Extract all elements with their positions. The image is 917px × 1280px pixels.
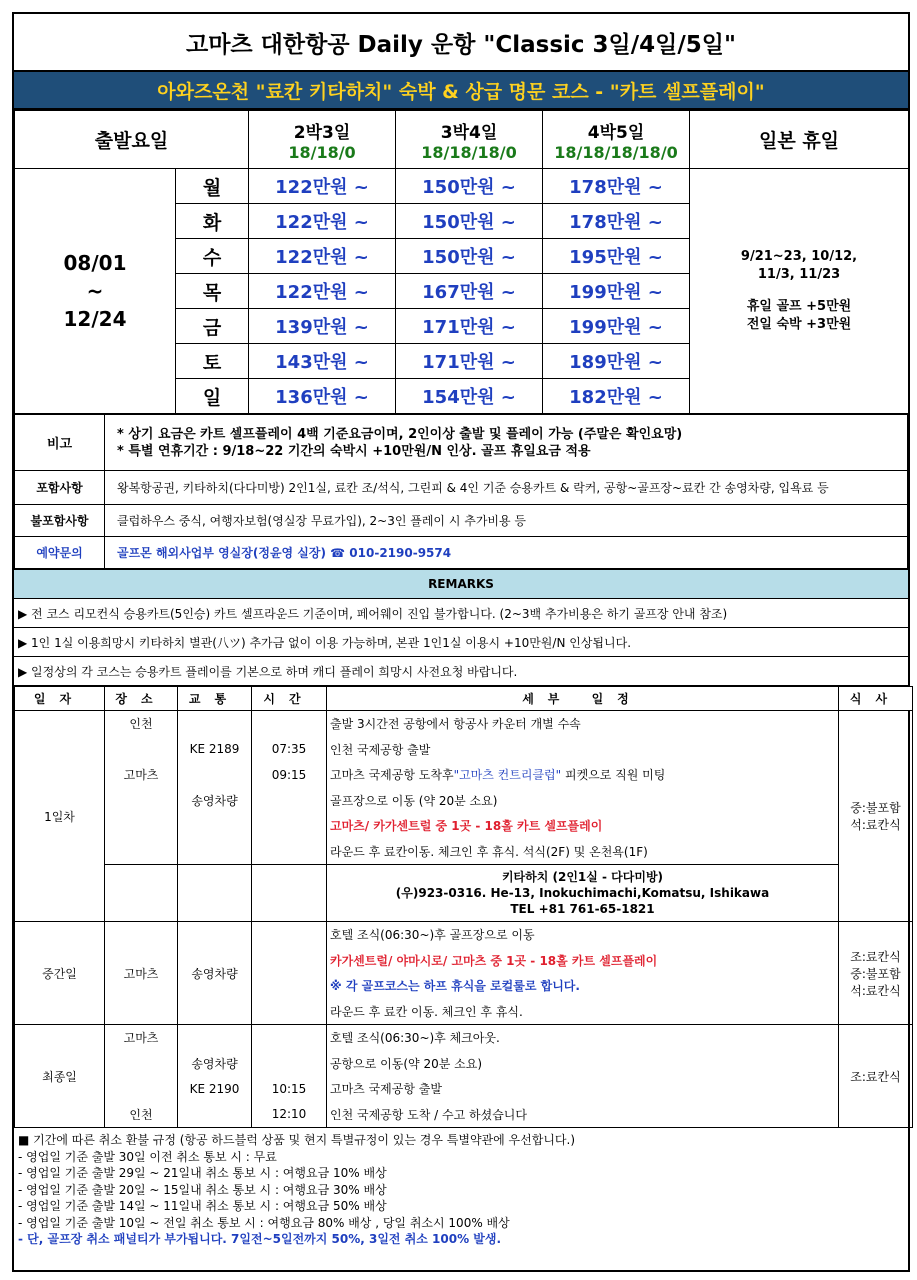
time: 07:35: [271, 742, 307, 757]
meal: 석:료칸식: [850, 818, 901, 832]
price-3day: 139만원 ~: [249, 309, 396, 344]
day1-details: [327, 711, 839, 865]
place: 고마츠: [123, 1031, 159, 1046]
price-5day: 189만원 ~: [543, 344, 690, 379]
day1-time: [252, 711, 327, 865]
note-row: [15, 415, 908, 471]
price-4day: 171만원 ~: [396, 344, 543, 379]
period-end: 12/24: [63, 307, 127, 331]
day3-meals: [839, 1025, 913, 1128]
day3-place: [105, 1025, 178, 1128]
meal: 조:료칸식: [850, 949, 901, 964]
header-transport: 교통: [178, 687, 252, 711]
transport: 송영차량: [191, 793, 238, 808]
price-3day: 122만원 ~: [249, 239, 396, 274]
note-label: 비고: [15, 415, 105, 471]
day-label: 중간일: [15, 922, 105, 1025]
exclude-row: [15, 505, 908, 537]
document-frame: [12, 12, 910, 1272]
period-cell: [15, 169, 176, 414]
detail-line: 라운드 후 료칸 이동. 체크인 후 휴식.: [330, 1004, 523, 1019]
detail-text: 피켓으로 직원 미팅: [561, 768, 666, 783]
transport: 송영차량: [191, 1056, 238, 1071]
transport: KE 2189: [189, 742, 240, 757]
detail-line-golf: 카가센트럴/ 야마시로/ 고마츠 중 1곳 - 18홀 카트 셀프플레이: [330, 953, 658, 968]
price-4day: 171만원 ~: [396, 309, 543, 344]
place: 고마츠: [105, 922, 178, 1025]
price-5day: 182만원 ~: [543, 379, 690, 414]
period-start: 08/01: [63, 251, 127, 275]
contact-content: [105, 537, 908, 569]
detail-line: 호텔 조식(06:30~)후 골프장으로 이동: [330, 928, 535, 943]
policy-line: - 영업일 기준 출발 29일 ~ 21일내 취소 통보 시 : 여행요금 10% 배상: [18, 1166, 387, 1180]
detail-line: 출발 3시간전 공항에서 항공사 카운터 개별 수속: [330, 717, 581, 732]
page-title: 고마츠 대한항공 Daily 운항 "Classic 3일/4일/5일": [14, 14, 908, 72]
period-separator: ~: [86, 279, 104, 303]
meal: 석:료칸식: [850, 983, 901, 998]
day1-meals: [839, 711, 913, 922]
meal: 중:불포함: [850, 801, 901, 815]
place: [105, 813, 177, 839]
day3-details: [327, 1025, 839, 1128]
price-5day: 195만원 ~: [543, 239, 690, 274]
price-table: [14, 110, 909, 414]
place: 고마츠: [123, 768, 159, 783]
duration-label: 4박5일: [587, 122, 645, 143]
meeting-place-highlight: "고마츠 컨트리클럽": [453, 768, 562, 783]
price-row: [15, 169, 909, 204]
detail-line-golf: 고마츠/ 카가센트럴 중 1곳 - 18홀 카트 셀프플레이: [330, 819, 603, 834]
time: [252, 1025, 326, 1051]
include-text: 왕복항공권, 키타하치(다다미방) 2인1실, 료칸 조/석식, 그린피 & 4인 기준 승용카트 & 락커, 공항~골프장~료칸 간 송영차량, 입욕료 등: [105, 471, 908, 505]
note-line: * 특별 연휴기간 : 9/18~22 기간의 숙박시 +10만원/N 인상. 골프 휴일요금 적용: [117, 443, 591, 459]
round-schedule: 18/18/18/18/0: [554, 142, 678, 162]
price-3day: 122만원 ~: [249, 204, 396, 239]
day-label: 1일차: [15, 711, 105, 922]
day1-row: [15, 711, 913, 865]
header-details: 세부 일정: [327, 687, 839, 711]
detail-line: 고마츠 국제공항 출발: [330, 1082, 442, 1097]
duration-4day-header: [396, 111, 543, 169]
departure-day-header: 출발요일: [15, 111, 249, 169]
meal: 중:불포함: [850, 966, 901, 981]
weekday: 토: [176, 344, 249, 379]
weekday: 일: [176, 379, 249, 414]
empty-cell: [252, 865, 327, 922]
day3-row: [15, 1025, 913, 1128]
holiday-night-surcharge: 전일 숙박 +3만원: [746, 317, 852, 332]
price-5day: 178만원 ~: [543, 204, 690, 239]
policy-line: - 영업일 기준 출발 14일 ~ 11일내 취소 통보 시 : 여행요금 50% 배상: [18, 1199, 387, 1213]
hotel-info: [327, 865, 839, 922]
remark-line: ▶ 전 코스 리모컨식 승용카트(5인승) 카트 셀프라운드 기준이며, 페어웨이 진입 불가합니다. (2~3백 추가비용은 하기 골프장 안내 참조): [14, 599, 908, 628]
place: [105, 839, 177, 865]
include-row: [15, 471, 908, 505]
contact-row: [15, 537, 908, 569]
price-4day: 150만원 ~: [396, 239, 543, 274]
detail-line-note: ※ 각 골프코스는 하프 휴식을 로컬룰로 합니다.: [330, 979, 580, 994]
price-4day: 150만원 ~: [396, 169, 543, 204]
time: [252, 788, 326, 814]
weekday: 목: [176, 274, 249, 309]
time: 12:10: [271, 1107, 307, 1122]
price-3day: 143만원 ~: [249, 344, 396, 379]
place: [105, 737, 177, 763]
exclude-text: 클럽하우스 중식, 여행자보험(영실장 무료가입), 2~3인 플레이 시 추가비용 등: [105, 505, 908, 537]
policy-line: - 영업일 기준 출발 30일 이전 취소 통보 시 : 무료: [18, 1149, 277, 1164]
transport: 송영차량: [178, 922, 252, 1025]
price-table-header: [15, 111, 909, 169]
time: 10:15: [271, 1081, 307, 1096]
weekday: 수: [176, 239, 249, 274]
detail-line: 공항으로 이동(약 20분 소요): [330, 1056, 482, 1071]
duration-label: 2박3일: [293, 122, 351, 143]
cancellation-policy: [14, 1128, 908, 1252]
time: [252, 839, 326, 865]
policy-title: ■ 기간에 따른 취소 환불 규정 (항공 하드블럭 상품 및 현지 특별규정이 있는 경우 특별약관에 우선합니다.): [18, 1133, 576, 1147]
day3-time: [252, 1025, 327, 1128]
detail-line: 호텔 조식(06:30~)후 체크아웃.: [330, 1031, 500, 1046]
policy-line: - 영업일 기준 출발 10일 ~ 전일 취소 통보 시 : 여행요금 80% 배상 , 당일 취소시 100% 배상: [18, 1215, 510, 1230]
duration-5day-header: [543, 111, 690, 169]
contact-phone[interactable]: ☎ 010-2190-9574: [330, 546, 452, 560]
price-5day: 199만원 ~: [543, 309, 690, 344]
policy-line: - 영업일 기준 출발 20일 ~ 15일내 취소 통보 시 : 여행요금 30% 배상: [18, 1182, 387, 1197]
hotel-name: 키타하치 (2인1실 - 다다미방): [501, 870, 664, 884]
detail-line: 골프장으로 이동 (약 20분 소요): [330, 793, 498, 808]
include-label: 포함사항: [15, 471, 105, 505]
empty-cell: [105, 865, 178, 922]
price-5day: 199만원 ~: [543, 274, 690, 309]
japan-holiday-header: 일본 휴일: [690, 111, 909, 169]
schedule-table: [14, 686, 913, 1128]
transport: KE 2190: [189, 1081, 240, 1096]
holiday-golf-surcharge: 휴일 골프 +5만원: [746, 299, 852, 314]
remarks-title: REMARKS: [14, 569, 908, 599]
detail-line: 인천 국제공항 출발: [330, 742, 431, 757]
hotel-phone: TEL +81 761-65-1821: [510, 902, 655, 916]
day2-row: [15, 922, 913, 1025]
transport: [178, 1025, 251, 1051]
meal: 조:료칸식: [850, 1069, 901, 1084]
place: 인천: [129, 717, 153, 732]
weekday: 금: [176, 309, 249, 344]
header-place: 장소: [105, 687, 178, 711]
duration-3day-header: [249, 111, 396, 169]
detail-line: 인천 국제공항 도착 / 수고 하셨습니다: [330, 1107, 527, 1122]
place: [105, 788, 177, 814]
empty-cell: [178, 865, 252, 922]
policy-golf-penalty: - 단, 골프장 취소 패널티가 부가됩니다. 7일전~5일전까지 50%, 3일전 취소 100% 발생.: [18, 1232, 502, 1246]
day2-meals: [839, 922, 913, 1025]
day1-transport: [178, 711, 252, 865]
time: [252, 1051, 326, 1077]
place: [105, 1076, 177, 1102]
round-schedule: 18/18/18/0: [421, 142, 517, 162]
detail-line: 라운드 후 료칸이동. 체크인 후 휴식. 석식(2F) 및 온천욕(1F): [330, 844, 648, 859]
day1-hotel-row: [15, 865, 913, 922]
transport: [178, 839, 251, 865]
day1-place: [105, 711, 178, 865]
day2-details: [327, 922, 839, 1025]
detail-line: [327, 762, 838, 788]
contact-label: 예약문의: [15, 537, 105, 569]
detail-text: 고마츠 국제공항 도착후: [330, 768, 454, 783]
place: [105, 1051, 177, 1077]
weekday: 화: [176, 204, 249, 239]
time: 09:15: [271, 767, 307, 782]
header-meal: 식사: [839, 687, 913, 711]
price-4day: 154만원 ~: [396, 379, 543, 414]
holiday-info-cell: [690, 169, 909, 414]
price-3day: 122만원 ~: [249, 169, 396, 204]
place: 인천: [129, 1107, 153, 1122]
note-content: [105, 415, 908, 471]
time: [252, 711, 326, 737]
page-subtitle: 아와즈온천 "료칸 키타하치" 숙박 & 상급 명문 코스 - "카트 셀프플레이": [14, 72, 908, 110]
header-time: 시간: [252, 687, 327, 711]
hotel-address: (우)923-0316. He-13, Inokuchimachi,Komatsu, Ishikawa: [395, 886, 770, 900]
note-line: * 상기 요금은 카트 셀프플레이 4백 기준요금이며, 2인이상 출발 및 플레이 가능 (주말은 확인요망): [117, 426, 683, 442]
remark-line: ▶ 일정상의 각 코스는 승용카트 플레이를 기본으로 하며 캐디 플레이 희망시 사전요청 바랍니다.: [14, 657, 908, 686]
round-schedule: 18/18/0: [288, 142, 356, 162]
info-table: [14, 414, 908, 569]
price-5day: 178만원 ~: [543, 169, 690, 204]
header-date: 일자: [15, 687, 105, 711]
transport: [178, 762, 251, 788]
empty-cell: [252, 922, 327, 1025]
price-3day: 136만원 ~: [249, 379, 396, 414]
holiday-dates: 9/21~23, 10/12,: [740, 249, 858, 264]
duration-label: 3박4일: [440, 122, 498, 143]
price-4day: 150만원 ~: [396, 204, 543, 239]
price-4day: 167만원 ~: [396, 274, 543, 309]
weekday: 월: [176, 169, 249, 204]
day-label: 최종일: [15, 1025, 105, 1128]
day3-transport: [178, 1025, 252, 1128]
transport: [178, 711, 251, 737]
contact-text: 골프몬 해외사업부 영실장(정윤영 실장): [117, 546, 326, 560]
price-3day: 122만원 ~: [249, 274, 396, 309]
remark-line: ▶ 1인 1실 이용희망시 키타하치 별관(八ツ) 추가금 없이 이용 가능하며, 본관 1인1실 이용시 +10만원/N 인상됩니다.: [14, 628, 908, 657]
transport: [178, 1102, 251, 1128]
time: [252, 813, 326, 839]
transport: [178, 813, 251, 839]
schedule-header: [15, 687, 913, 711]
holiday-dates: 11/3, 11/23: [757, 267, 841, 282]
exclude-label: 불포함사항: [15, 505, 105, 537]
